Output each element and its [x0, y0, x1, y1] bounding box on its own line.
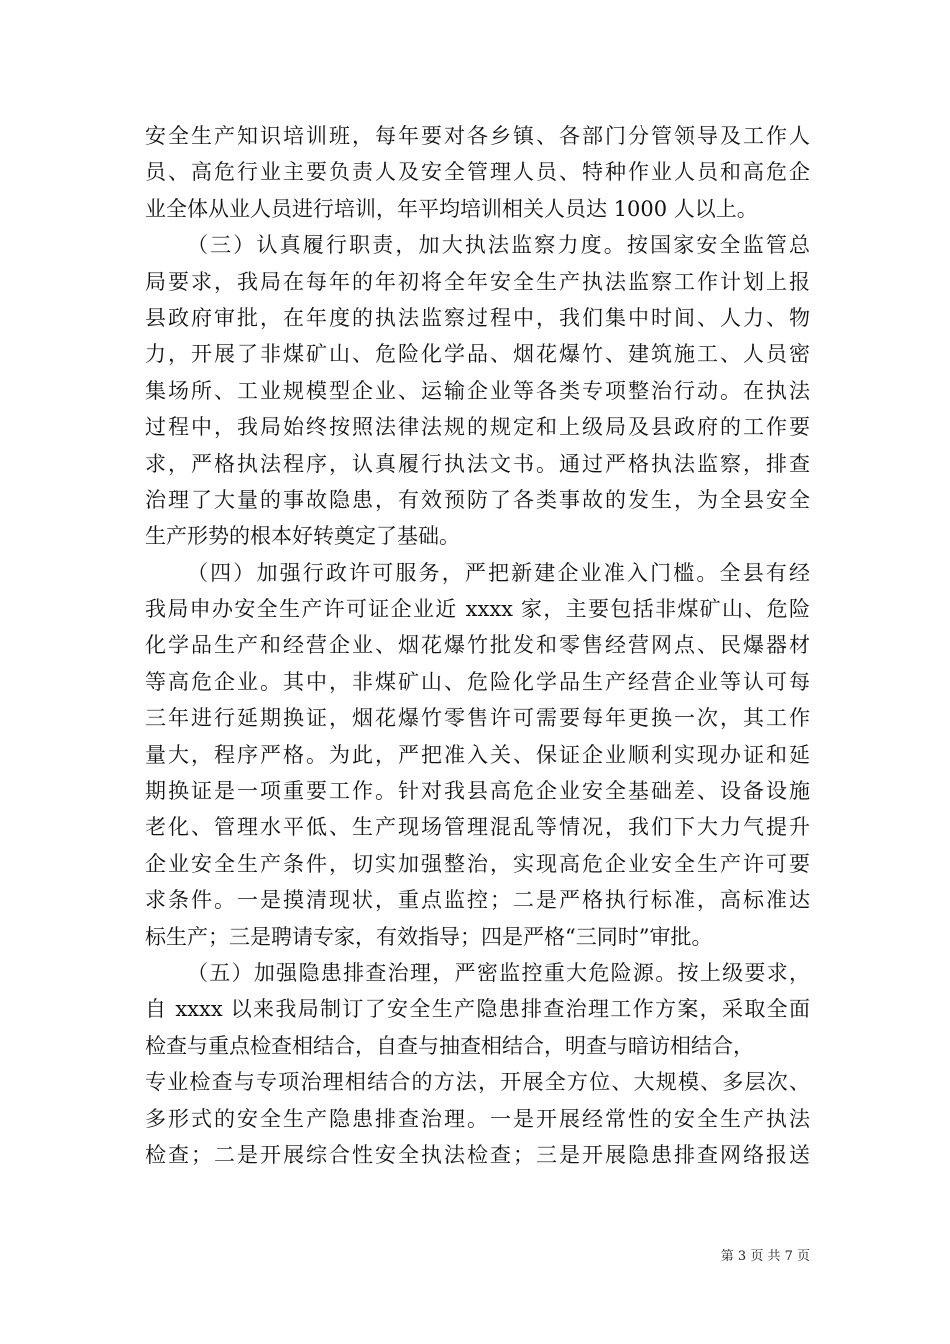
text-line: 量大，程序严格。为此，严把准入关、保证企业顺利实现办证和延	[145, 742, 810, 767]
text-line: 业全体从业人员进行培训，年平均培训相关人员达 1000 人以上。	[145, 196, 758, 221]
text-line: 集场所、工业规模型企业、运输企业等各类专项整治行动。在执法	[145, 378, 810, 403]
text-line: 安全生产知识培训班，每年要对各乡镇、各部门分管领导及工作人	[145, 124, 810, 148]
text-line: 自 xxxx 以来我局制订了安全生产隐患排查治理工作方案，采取全面	[145, 997, 810, 1022]
text-line: 三年进行延期换证，烟花爆竹零售许可需要每年更换一次，其工作	[145, 706, 810, 731]
text-line: 县政府审批，在年度的执法监察过程中，我们集中时间、人力、物	[145, 305, 810, 330]
text-line: （四）加强行政许可服务，严把新建企业准入门槛。全县有经	[187, 560, 810, 585]
text-line: （三）认真履行职责，加大执法监察力度。按国家安全监管总	[187, 233, 810, 258]
text-line: 求条件。一是摸清现状，重点监控；二是严格执行标准，高标准达	[145, 888, 810, 913]
text-line: 标生产；三是聘请专家，有效指导；四是严格“三同时”审批。	[145, 924, 713, 949]
text-line: 力，开展了非煤矿山、危险化学品、烟花爆竹、建筑施工、人员密	[145, 342, 810, 367]
text-line: 我局申办安全生产许可证企业近 xxxx 家，主要包括非煤矿山、危险	[145, 597, 810, 622]
text-line: （五）加强隐患排查治理，严密监控重大危险源。按上级要求，	[187, 960, 810, 985]
text-line: 治理了大量的事故隐患，有效预防了各类事故的发生，为全县安全	[145, 487, 810, 512]
text-line: 多形式的安全生产隐患排查治理。一是开展经常性的安全生产执法	[145, 1106, 810, 1131]
text-line: 检查与重点检查相结合，自查与抽查相结合，明查与暗访相结合，	[145, 1033, 754, 1058]
text-line: 化学品生产和经营企业、烟花爆竹批发和零售经营网点、民爆器材	[145, 633, 810, 658]
text-line: 期换证是一项重要工作。针对我县高危企业安全基础差、设备设施	[145, 779, 810, 804]
text-line: 检查；二是开展综合性安全执法检查；三是开展隐患排查网络报送	[145, 1142, 810, 1167]
text-line: 等高危企业。其中，非煤矿山、危险化学品生产经营企业等认可每	[145, 669, 810, 694]
text-line: 生产形势的根本好转奠定了基础。	[145, 524, 460, 549]
page-number-footer: 第 3 页 共 7 页	[720, 1249, 810, 1264]
text-line: 专业检查与专项治理相结合的方法，开展全方位、大规模、多层次、	[145, 1070, 810, 1095]
text-line: 求，严格执法程序，认真履行执法文书。通过严格执法监察，排查	[145, 451, 810, 476]
text-line: 企业安全生产条件，切实加强整治，实现高危企业安全生产许可要	[145, 851, 810, 876]
document-body	[145, 118, 810, 1173]
text-line: 员、高危行业主要负责人及安全管理人员、特种作业人员和高危企	[145, 160, 810, 185]
text-line: 过程中，我局始终按照法律法规的规定和上级局及县政府的工作要	[145, 415, 810, 440]
text-line: 老化、管理水平低、生产现场管理混乱等情况，我们下大力气提升	[145, 815, 810, 840]
text-line: 局要求，我局在每年的年初将全年安全生产执法监察工作计划上报	[145, 269, 810, 294]
